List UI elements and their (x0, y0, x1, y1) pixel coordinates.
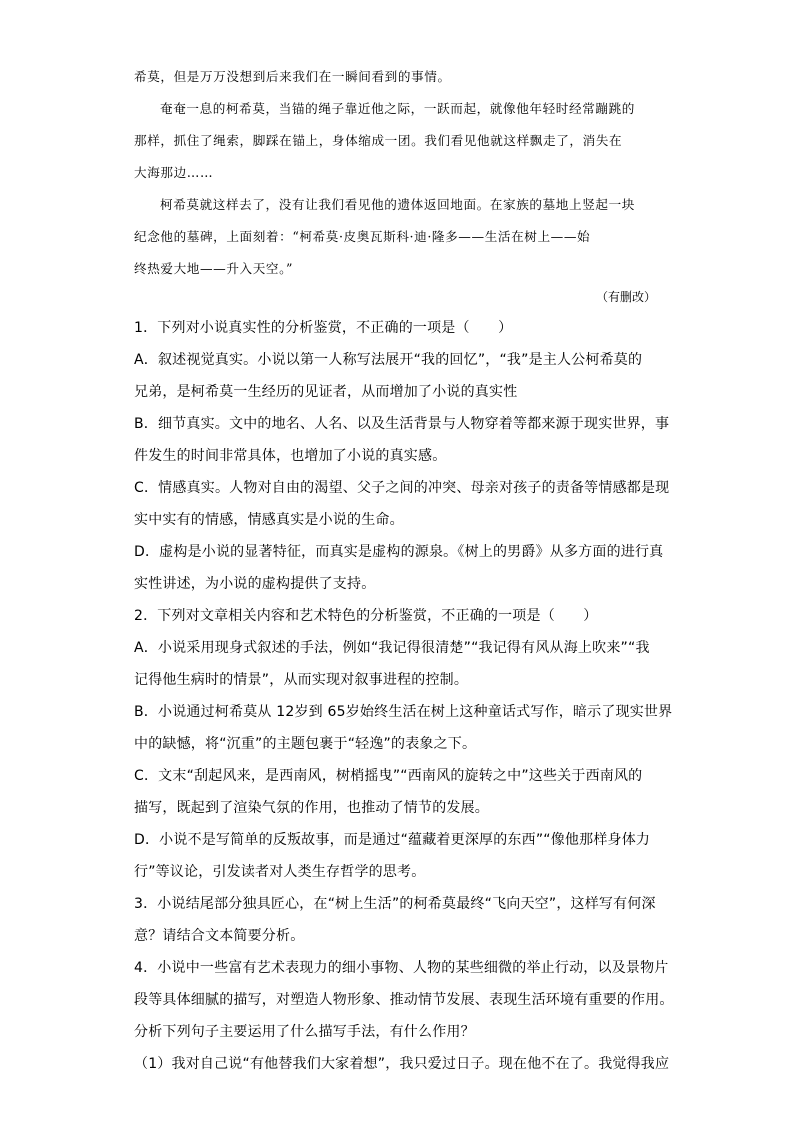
question-2-stem: 2．下列对文章相关内容和艺术特色的分析鉴赏，不正确的一项是（ ） (134, 608, 598, 624)
option-line: 描写，既起到了渲染气氛的作用，也推动了情节的发展。 (134, 800, 489, 816)
option-line: B．细节真实。文中的地名、人名、以及生活背景与人物穿着等都来源于现实世界，事 (134, 416, 670, 432)
passage-line: 终热爱大地——升入天空。” (134, 261, 294, 276)
option-line: 中的缺憾，将“沉重”的主题包裹于“轻逸”的表象之下。 (134, 736, 477, 752)
question-4-stem: 段等具体细腻的描写，对塑造人物形象、推动情节发展、表现生活环境有重要的作用。 (134, 992, 674, 1008)
passage-line: 希莫，但是万万没想到后来我们在一瞬间看到的事情。 (134, 69, 451, 84)
option-line: D．虚构是小说的显著特征，而真实是虚构的源泉。《树上的男爵》从多方面的进行真 (134, 544, 664, 560)
option-line: 兄弟，是柯希莫一生经历的见证者，从而增加了小说的真实性 (134, 384, 518, 400)
question-3-stem: 3．小说结尾部分独具匠心，在“树上生活”的柯希莫最终“飞向天空”，这样写有何深 (134, 896, 656, 912)
passage-line: 那样，抓住了绳索，脚踩在锚上，身体缩成一团。我们看见他就这样飘走了，消失在 (134, 133, 623, 148)
question-3-stem: 意？请结合文本简要分析。 (134, 928, 305, 944)
question-4-subitem: （1）我对自己说“有他替我们大家着想”，我只爱过日子。现在他不在了。我觉得我应 (134, 1056, 670, 1072)
option-line: 实中实有的情感，情感真实是小说的生命。 (134, 512, 404, 528)
passage-line: 纪念他的墓碑，上面刻着：“柯希莫·皮奥瓦斯科·迪·隆多——生活在树上——始 (134, 229, 591, 244)
option-line: A．叙述视觉真实。小说以第一人称写法展开“我的回忆”，“我”是主人公柯希莫的 (134, 352, 643, 368)
option-line: 记得他生病时的情景”，从而实现对叙事进程的控制。 (134, 672, 469, 688)
question-4-stem: 分析下列句子主要运用了什么描写手法，有什么作用？ (134, 1024, 475, 1040)
option-line: 实性讲述，为小说的虚构提供了支持。 (134, 576, 376, 592)
question-4-stem: 4．小说中一些富有艺术表现力的细小事物、人物的某些细微的举止行动，以及景物片 (134, 960, 669, 976)
option-line: C．文末“刮起风来，是西南风，树梢摇曳”“西南风的旋转之中”这些关于西南风的 (134, 768, 643, 784)
option-line: A．小说采用现身式叙述的手法，例如“我记得很清楚”“我记得有风从海上吹来”“我 (134, 640, 650, 656)
passage-line: 大海那边…… (134, 165, 214, 180)
source-note: （有删改） (596, 290, 657, 304)
passage-line: 柯希莫就这样去了，没有让我们看见他的遗体返回地面。在家族的墓地上竖起一块 (160, 197, 635, 212)
option-line: 行”等议论，引发读者对人类生存哲学的思考。 (134, 864, 426, 880)
option-line: B．小说通过柯希莫从 12岁到 65岁始终生活在树上这种童话式写作，暗示了现实世界 (134, 704, 673, 720)
option-line: D．小说不是写简单的反叛故事，而是通过“蕴藏着更深厚的东西”“像他那样身体力 (134, 832, 651, 848)
option-line: C．情感真实。人物对自由的渴望、父子之间的冲突、母亲对孩子的责备等情感都是现 (134, 480, 670, 496)
question-1-stem: 1．下列对小说真实性的分析鉴赏，不正确的一项是（ ） (134, 320, 513, 336)
passage-line: 奄奄一息的柯希莫，当锚的绳子靠近他之际，一跃而起，就像他年轻时经常蹦跳的 (160, 101, 635, 116)
option-line: 件发生的时间非常具体，也增加了小说的真实感。 (134, 448, 447, 464)
